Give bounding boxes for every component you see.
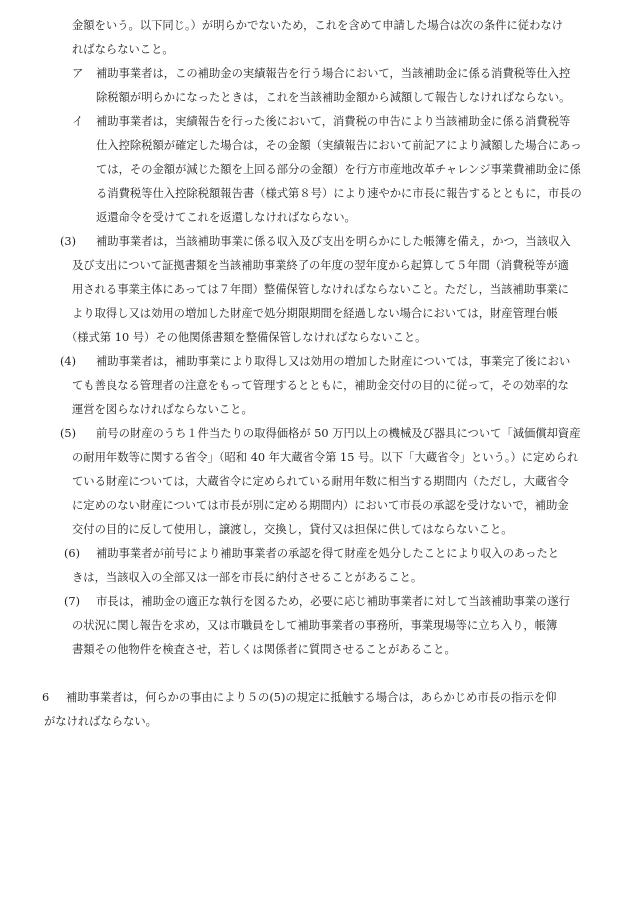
sub-item-a-marker: ア bbox=[72, 67, 84, 80]
item-5-line-4: に定めのない財産については市長が別に定める期間内）において市長の承認を受けないで，補助金 bbox=[72, 499, 569, 512]
item-3-number: (3) bbox=[60, 235, 77, 248]
sub-item-i-line-5: 返還命令を受けてこれを返還しなければならない。 bbox=[96, 211, 356, 224]
sub-item-i-line-2: 仕入控除税額が確定した場合は，その金額（実績報告において前記アにより減額した場合にあっ bbox=[96, 139, 582, 152]
sub-item-i-line-3: ては，その金額が減じた額を上回る部分の金額）を行方市産地改革チャレンジ事業費補助金に係 bbox=[96, 163, 581, 176]
sub-item-i-line-1: 補助事業者は，実績報告を行った後において，消費税の申告により当該補助金に係る消費税等 bbox=[96, 115, 571, 128]
item-4-line-2: ても善良なる管理者の注意をもって管理するとともに，補助金交付の目的に従って，その効率的な bbox=[72, 379, 569, 392]
item-3-line-3: 用される事業主体にあっては７年間）整備保管しなければならないこと。ただし，当該補助事業に bbox=[72, 283, 569, 296]
item-5-line-2: の耐用年数等に関する省令」（昭和 40 年大蔵省令第 15 号。以下「大蔵省令」という。）に定められ bbox=[72, 451, 579, 464]
item-3-line-1: 補助事業者は，当該補助事業に係る収入及び支出を明らかにした帳簿を備え，かつ，当該収入 bbox=[96, 235, 571, 248]
item-6-line-2: きは，当該収入の全部又は一部を市長に納付させることがあること。 bbox=[72, 571, 423, 584]
item-4-line-1: 補助事業者は，補助事業により取得し又は効用の増加した財産については，事業完了後におい bbox=[96, 355, 571, 368]
section-6-number: 6 bbox=[42, 691, 50, 704]
item-4-number: (4) bbox=[60, 355, 77, 368]
item-5-line-3: ている財産については，大蔵省令に定められている耐用年数に相当する期間内（ただし，大蔵省令 bbox=[72, 475, 569, 488]
sub-item-i-marker: イ bbox=[72, 115, 84, 128]
item-6-line-1: 補助事業者が前号により補助事業者の承認を得て財産を処分したことにより収入のあったと bbox=[96, 547, 560, 560]
section-6-line-1: 補助事業者は，何らかの事由により５の(5)の規定に抵触する場合は，あらかじめ市長の指示を仰 bbox=[66, 691, 557, 704]
item-7-line-1: 市長は，補助金の適正な執行を図るため，必要に応じ補助事業者に対して当該補助事業の遂行 bbox=[96, 595, 571, 608]
item-5-number: (5) bbox=[60, 427, 77, 440]
item-6-number: (6) bbox=[64, 547, 81, 560]
item-3-line-2: 及び支出について証拠書類を当該補助事業終了の年度の翌年度から起算して５年間（消費税等が適 bbox=[72, 259, 569, 272]
sub-item-i-line-4: る消費税等仕入控除税額報告書（様式第８号）により速やかに市長に報告するとともに，市長の bbox=[96, 187, 582, 200]
intro-line-1: 金額をいう。以下同じ。）が明らかでないため，これを含めて申請した場合は次の条件に従わなけ bbox=[72, 19, 563, 32]
item-3-line-5: （様式第 10 号）その他関係書類を整備保管しなければならないこと。 bbox=[66, 331, 427, 344]
item-4-line-3: 運営を図らなければならないこと。 bbox=[72, 403, 253, 416]
sub-item-a-line-1: 補助事業者は，この補助金の実績報告を行う場合において，当該補助金に係る消費税等仕入控 bbox=[96, 67, 571, 80]
intro-line-2: ればならないこと。 bbox=[72, 43, 174, 56]
item-3-line-4: より取得し又は効用の増加した財産で処分期限期間を経過しない場合においては，財産管理台帳 bbox=[72, 307, 558, 320]
item-7-line-3: 書類その他物件を検査させ，若しくは関係者に質問させることがあること。 bbox=[72, 643, 456, 656]
item-5-line-1: 前号の財産のうち１件当たりの取得価格が 50 万円以上の機械及び器具について「減価償却資産 bbox=[96, 427, 581, 440]
section-6-line-2: がなければならない。 bbox=[44, 715, 157, 728]
item-5-line-5: 交付の目的に反して使用し，譲渡し，交換し，貸付又は担保に供してはならないこと。 bbox=[72, 523, 513, 536]
sub-item-a-line-2: 除税額が明らかになったときは，これを当該補助金額から減額して報告しなければならない。 bbox=[96, 91, 571, 104]
item-7-line-2: の状況に関し報告を求め，又は市職員をして補助事業者の事務所，事業現場等に立ち入り，帳簿 bbox=[72, 619, 558, 632]
item-7-number: (7) bbox=[64, 595, 81, 608]
